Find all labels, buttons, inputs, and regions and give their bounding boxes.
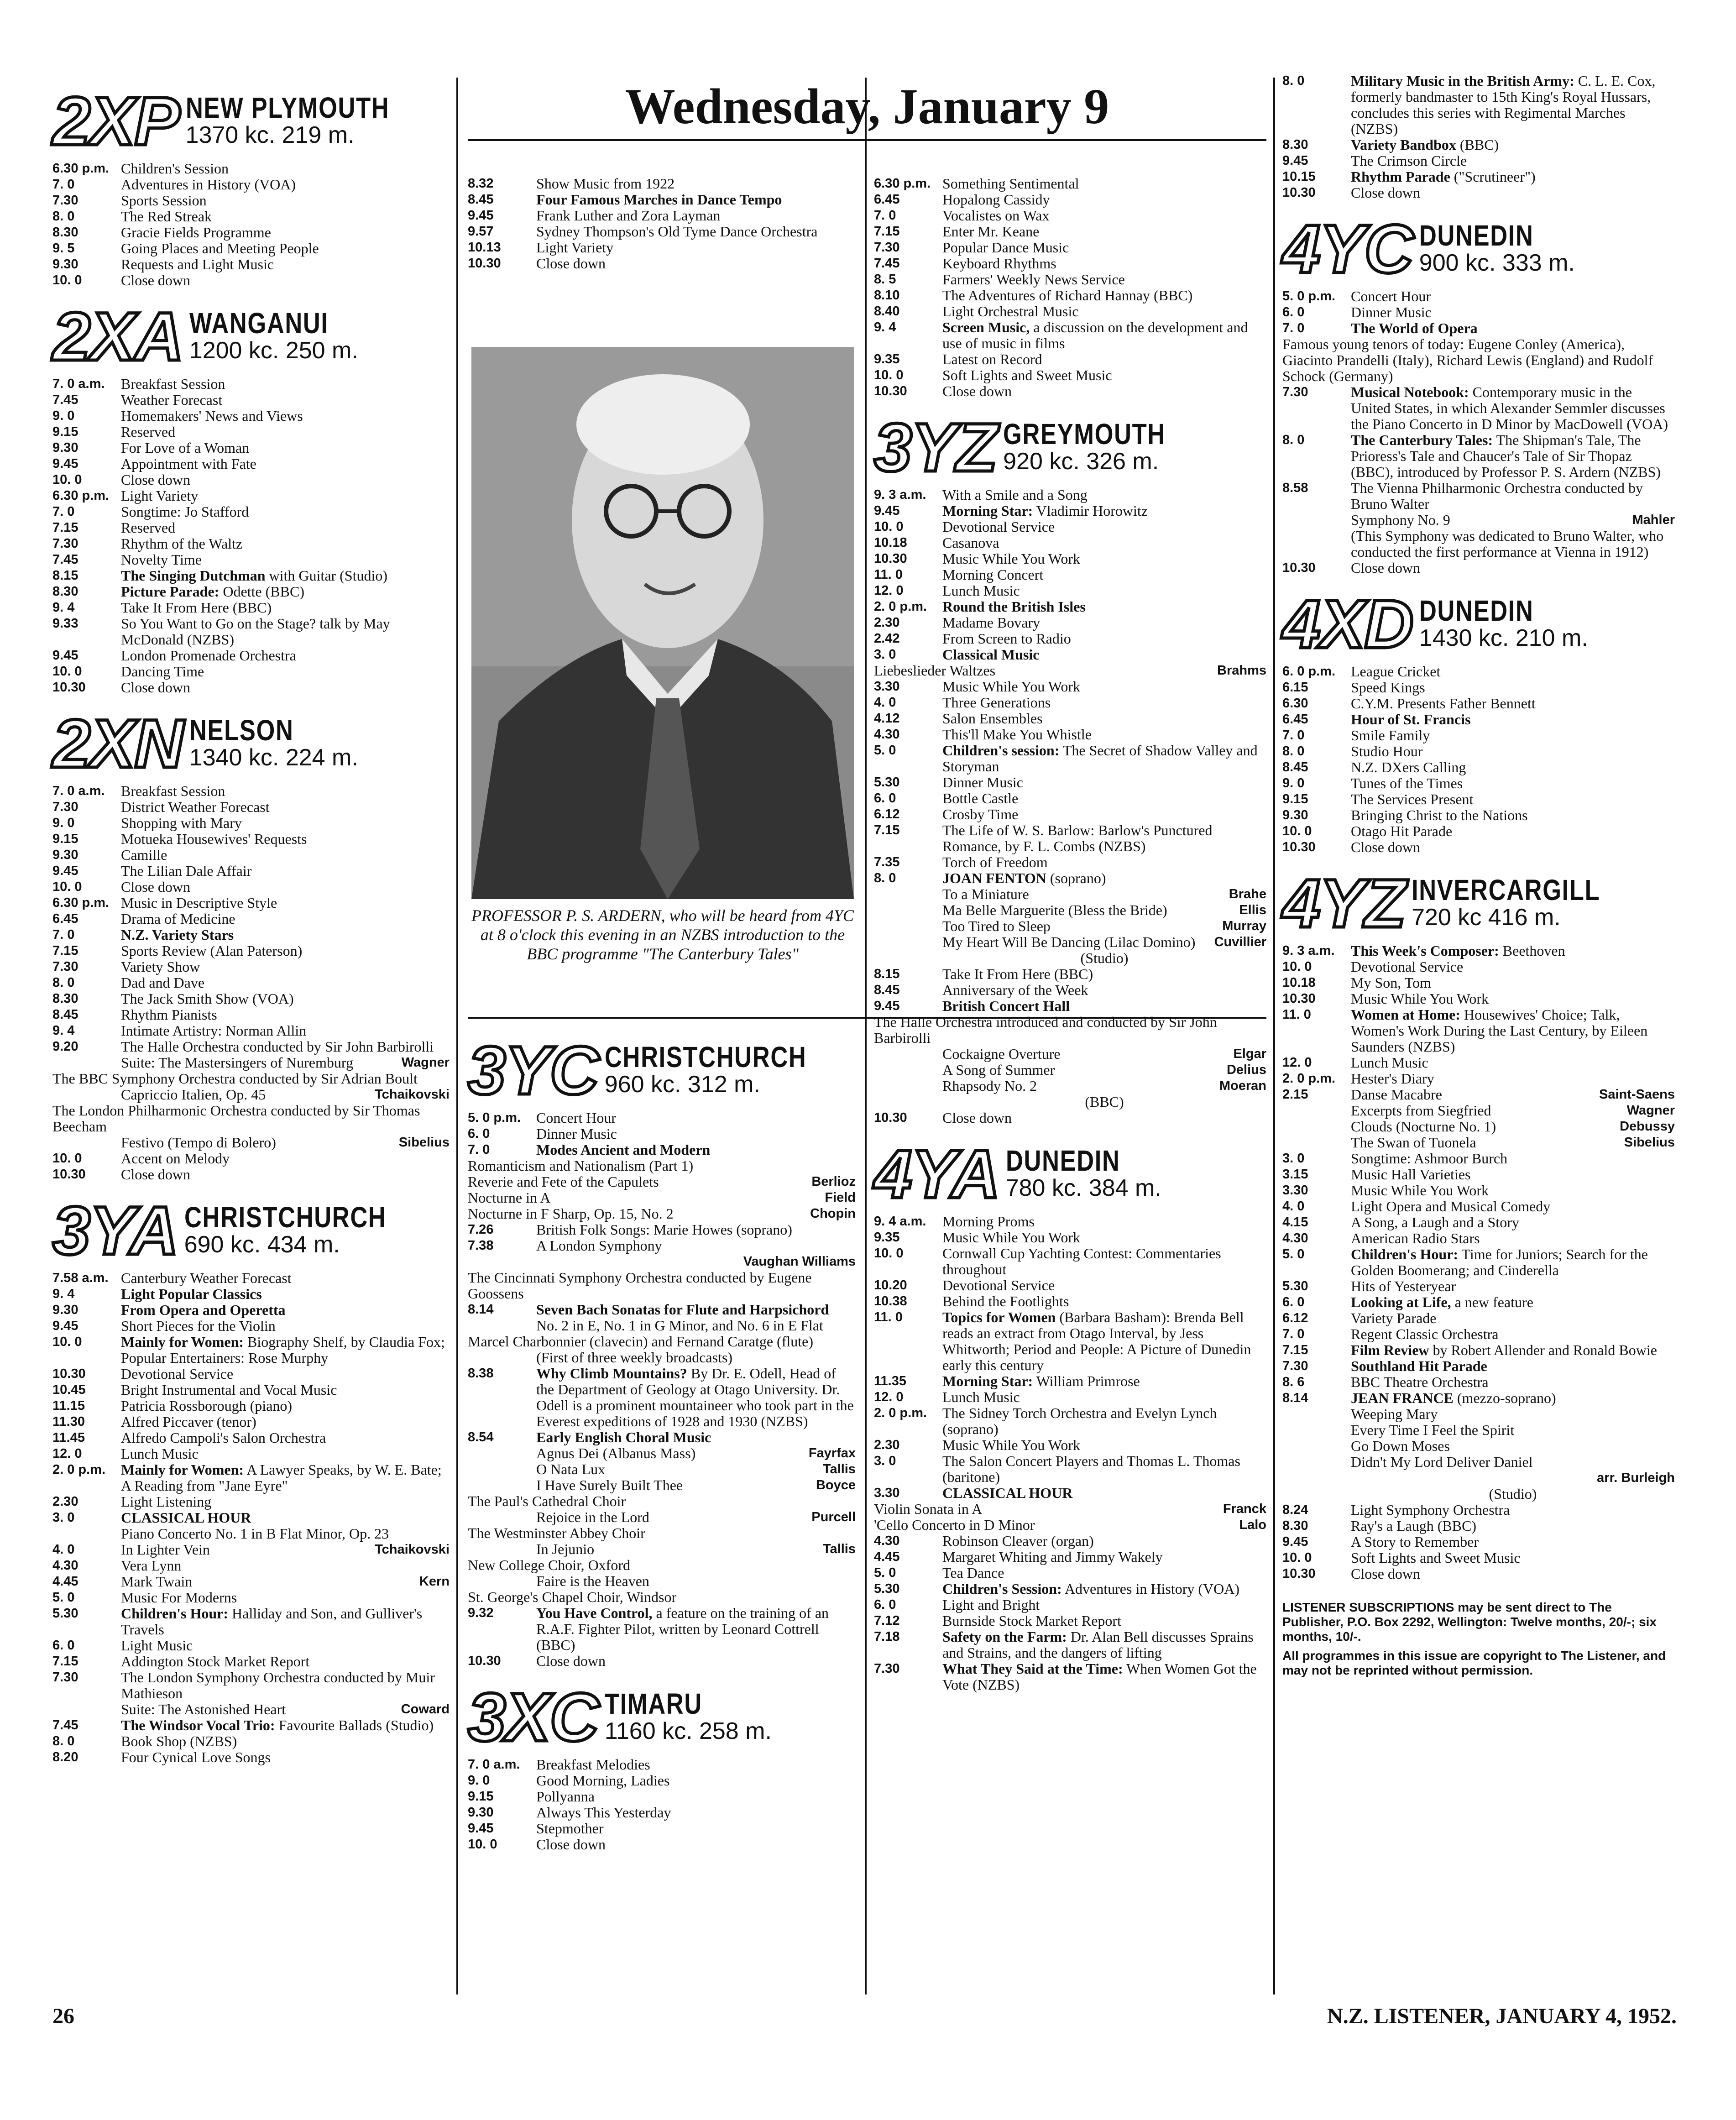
- call-sign: 4YC: [1282, 210, 1413, 287]
- program-list-2xp: 6.30 p.m. Children's Session 7. 0 Adventures in History (VOA) 7.30 Sports Session 8. 0 The Red Streak 8.30 Gracie Fields Programme 9. 5 Going Places and Meeting People 9.30 Requests and Light Music 10. 0 Close down: [52, 160, 319, 288]
- station-header-3xc: [468, 1679, 856, 1755]
- city: CHRISTCHURCH: [184, 1201, 387, 1234]
- frequency: 900 kc. 333 m.: [1419, 250, 1575, 276]
- notice-subscriptions: LISTENER SUBSCRIPTIONS may be sent direct to The Publisher, P.O. Box 2292, Wellington: Twelve months, 20/-; six months, 10/-.: [1282, 1600, 1657, 1644]
- station-header-3yz: [874, 409, 1266, 486]
- program-list-3yz: 9. 3 a.m. With a Smile and a Song 9.45 Morning Star: Vladimir Horowitz 10. 0 Devotional Service 10.18 Casanova 10.30 Music While You Work 11. 0 Morning Concert 12. 0 Lunch Music 2. 0 p.m. Round the British Isles 2.30 Madame Bovary 2.42 From Screen to Radio 3. 0 Classical Music Liebeslieder Waltzes Brahms 3.30 Music While You Work 4. 0 Three Generations 4.12 Salon Ensembles 4.30 This'll Make You Whistle 5. 0 Children's session: The Secret of Shadow Valley and Storyman 5.30 Dinner Music 6. 0 Bottle Castle 6.12 Crosby Time 7.15 The Life of W. S. Barlow: Barlow's Punctured Romance, by F. L. Combs (NZBS) 7.35 Torch of Freedom 8. 0 JOAN FENTON (soprano) To a Miniature Brahe Ma Belle Marguerite (Bless the Bride) Ellis Too Tired to Sleep Murray My Heart Will Be Dancing (Lilac Domino) Cuvillier (Studio) 8.15 Take It From Here (BBC) 8.45 Anniversary of the Week 9.45 British Concert Hall The Halle Orchestra introduced and conducted by Sir John Barbirolli Cockaigne Overture Elgar A Song of Summer Delius Rhapsody No. 2 Moeran (BBC) 10.30 Close down: [874, 487, 1266, 1126]
- station-header-3yc: [468, 1032, 856, 1109]
- program-list-4yc: 5. 0 p.m. Concert Hour 6. 0 Dinner Music 7. 0 The World of Opera Famous young tenors of today: Eugene Conley (America), Giacinto Prandelli (Italy), Richard Lewis (England) and Rudolf Schock (Germany) 7.30 Musical Notebook: Contemporary music in the United States, in which Alexander Semmler discusses the Piano Concerto in D Minor by MacDowell (VOA) 8. 0 The Canterbury Tales: The Shipman's Tale, The Prioress's Tale and Chaucer's Tale of Sir Thopaz (BBC), introduced by Professor P. S. Ardern (NZBS) 8.58 The Vienna Philharmonic Orchestra conducted by Bruno Walter Symphony No. 9 Mahler (This Symphony was dedicated to Bruno Walter, who conducted the first performance at Vienna in 1912) 10.30 Close down: [1282, 288, 1675, 576]
- program-list-continued: 8.32 Show Music from 1922 8.45 Four Famous Marches in Dance Tempo 9.45 Frank Luther and Zora Layman 9.57 Sydney Thompson's Old Tyme Dance Orchestra 10.13 Light Variety 10.30 Close down: [468, 175, 818, 272]
- frequency: 1200 kc. 250 m.: [189, 337, 358, 364]
- city: NEW PLYMOUTH: [185, 91, 389, 124]
- column-3: [874, 176, 1266, 1693]
- program-list-continued: 8. 0 Military Music in the British Army: C. L. E. Cox, formerly bandmaster to 15th King's Royal Hussars, concludes this series with Regimental Marches (NZBS) 8.30 Variety Bandbox (BBC) 9.45 The Crimson Circle 10.15 Rhythm Parade ("Scrutineer") 10.30 Close down: [1282, 73, 1656, 201]
- program-list-4xd: 6. 0 p.m. League Cricket 6.15 Speed Kings 6.30 C.Y.M. Presents Father Bennett 6.45 Hour of St. Francis 7. 0 Smile Family 8. 0 Studio Hour 8.45 N.Z. DXers Calling 9. 0 Tunes of the Times 9.15 The Services Present 9.30 Bringing Christ to the Nations 10. 0 Otago Hit Parade 10.30 Close down: [1282, 663, 1536, 855]
- program-list-continued: 6.30 p.m. Something Sentimental 6.45 Hopalong Cassidy 7. 0 Vocalistes on Wax 7.15 Enter Mr. Keane 7.30 Popular Dance Music 7.45 Keyboard Rhythms 8. 5 Farmers' Weekly News Service 8.10 The Adventures of Richard Hannay (BBC) 8.40 Light Orchestral Music 9. 4 Screen Music, a discussion on the development and use of music in films 9.35 Latest on Record 10. 0 Soft Lights and Sweet Music 10.30 Close down: [874, 175, 1248, 399]
- frequency: 920 kc. 326 m.: [1003, 448, 1159, 475]
- column-2: [468, 176, 856, 272]
- city: DUNEDIN: [1419, 594, 1534, 627]
- column-4: [1282, 73, 1675, 1678]
- frequency: 1160 kc. 258 m.: [604, 1718, 772, 1744]
- call-sign: 4XD: [1282, 586, 1413, 662]
- call-sign: 3YA: [52, 1192, 178, 1269]
- call-sign: 4YA: [874, 1136, 999, 1212]
- call-sign: 4YZ: [1282, 865, 1406, 942]
- column-2-lower: [468, 1022, 856, 1853]
- station-header-4yz: [1282, 865, 1675, 942]
- program-list-3yc: 5. 0 p.m. Concert Hour 6. 0 Dinner Music 7. 0 Modes Ancient and Modern Romanticism and Nationalism (Part 1) Reverie and Fete of the Capulets Berlioz Nocturne in A Field Nocturne in F Sharp, Op. 15, No. 2 Chopin 7.26 British Folk Songs: Marie Howes (soprano) 7.38 A London Symphony Vaughan Williams The Cincinnati Symphony Orchestra conducted by Eugene Goossens 8.14 Seven Bach Sonatas for Flute and Harpsichord No. 2 in E, No. 1 in G Minor, and No. 6 in E Flat Marcel Charbonnier (clavecin) and Fernand Caratge (flute) (First of three weekly broadcasts) 8.38 Why Climb Mountains? By Dr. E. Odell, Head of the Department of Geology at Otago University. Dr. Odell is a prominent mountaineer who took part in the Everest expeditions of 1928 and 1930 (NZBS) 8.54 Early English Choral Music Agnus Dei (Albanus Mass) Fayrfax O Nata Lux Tallis I Have Surely Built Thee Boyce The Paul's Cathedral Choir Rejoice in the Lord Purcell The Westminster Abbey Choir In Jejunio Tallis New College Choir, Oxford Faire is the Heaven St. George's Chapel Choir, Windsor 9.32 You Have Control, a feature on the training of an R.A.F. Fighter Pilot, written by Leonard Cottrell (BBC) 10.30 Close down: [468, 1110, 856, 1669]
- city: INVERCARGILL: [1412, 874, 1600, 906]
- frequency: 960 kc. 312 m.: [604, 1071, 760, 1098]
- frequency: 720 kc 416 m.: [1412, 904, 1561, 931]
- station-header-4yc: [1282, 210, 1675, 287]
- program-list-2xn: 7. 0 a.m. Breakfast Session 7.30 District Weather Forecast 9. 0 Shopping with Mary 9.15 Motueka Housewives' Requests 9.30 Camille 9.45 The Lilian Dale Affair 10. 0 Close down 6.30 p.m. Music in Descriptive Style 6.45 Drama of Medicine 7. 0 N.Z. Variety Stars 7.15 Sports Review (Alan Paterson) 7.30 Variety Show 8. 0 Dad and Dave 8.30 The Jack Smith Show (VOA) 8.45 Rhythm Pianists 9. 4 Intimate Artistry: Norman Allin 9.20 The Halle Orchestra conducted by Sir John Barbirolli Suite: The Mastersingers of Nuremburg Wagner The BBC Symphony Orchestra conducted by Sir Adrian Boult Capriccio Italien, Op. 45 Tchaikovski The London Philharmonic Orchestra conducted by Sir Thomas Beecham Festivo (Tempo di Bolero) Sibelius 10. 0 Accent on Melody 10.30 Close down: [52, 783, 450, 1183]
- program-list-3ya: 7.58 a.m. Canterbury Weather Forecast 9. 4 Light Popular Classics 9.30 From Opera and Operetta 9.45 Short Pieces for the Violin 10. 0 Mainly for Women: Biography Shelf, by Claudia Fox; Popular Entertainers: Rose Murphy 10.30 Devotional Service 10.45 Bright Instrumental and Vocal Music 11.15 Patricia Rossborough (piano) 11.30 Alfred Piccaver (tenor) 11.45 Alfredo Campoli's Salon Orchestra 12. 0 Lunch Music 2. 0 p.m. Mainly for Women: A Lawyer Speaks, by W. E. Bate; A Reading from "Jane Eyre" 2.30 Light Listening 3. 0 CLASSICAL HOUR Piano Concerto No. 1 in B Flat Minor, Op. 23 Tchaikovski 4. 0 In Lighter Vein 4.30 Vera Lynn 4.45 Mark Twain Kern 5. 0 Music For Moderns 5.30 Children's Hour: Halliday and Son, and Gulliver's Travels 6. 0 Light Music 7.15 Addington Stock Market Report 7.30 The London Symphony Orchestra conducted by Muir Mathieson Suite: The Astonished Heart Coward 7.45 The Windsor Vocal Trio: Favourite Ballads (Studio) 8. 0 Book Shop (NZBS) 8.20 Four Cynical Love Songs: [52, 1270, 450, 1765]
- city: TIMARU: [604, 1687, 702, 1720]
- station-header-2xp: [52, 83, 450, 159]
- date-heading: Wednesday, January 9: [625, 79, 1109, 134]
- city: CHRISTCHURCH: [604, 1041, 807, 1073]
- frequency: 1430 kc. 210 m.: [1419, 625, 1588, 651]
- program-list-2xa: 7. 0 a.m. Breakfast Session 7.45 Weather Forecast 9. 0 Homemakers' News and Views 9.15 Reserved 9.30 For Love of a Woman 9.45 Appointment with Fate 10. 0 Close down 6.30 p.m. Light Variety 7. 0 Songtime: Jo Stafford 7.15 Reserved 7.30 Rhythm of the Waltz 7.45 Novelty Time 8.15 The Singing Dutchman with Guitar (Studio) 8.30 Picture Parade: Odette (BBC) 9. 4 Take It From Here (BBC) 9.33 So You Want to Go on the Stage? talk by May McDonald (NZBS) 9.45 London Promenade Orchestra 10. 0 Dancing Time 10.30 Close down: [52, 376, 390, 696]
- station-header-3ya: [52, 1192, 450, 1269]
- station-header-4ya: [874, 1136, 1266, 1212]
- subscription-notice: [1282, 1600, 1675, 1678]
- city: DUNEDIN: [1005, 1144, 1120, 1177]
- call-sign: 3YZ: [874, 409, 997, 486]
- portrait-photo: [471, 347, 854, 899]
- page-number: 26: [52, 2004, 74, 2028]
- photo-caption: PROFESSOR P. S. ARDERN, who will be heard from 4YC at 8 o'clock this evening in an NZBS introduction to the BBC programme "The Canterbury Tales": [471, 906, 854, 963]
- city: GREYMOUTH: [1003, 418, 1166, 450]
- column-1: [52, 73, 450, 1765]
- city: DUNEDIN: [1419, 219, 1534, 252]
- frequency: 690 kc. 434 m.: [184, 1231, 340, 1258]
- call-sign: 2XN: [52, 705, 183, 782]
- station-header-2xn: [52, 705, 450, 782]
- program-list-4yz: 9. 3 a.m. This Week's Composer: Beethoven 10. 0 Devotional Service 10.18 My Son, Tom 10.30 Music While You Work 11. 0 Women at Home: Housewives' Choice; Talk, Women's Work During the Last Century, by Eileen Saunders (NZBS) 12. 0 Lunch Music 2. 0 p.m. Hester's Diary 2.15 Danse Macabre Saint-Saens Excerpts from Siegfried Wagner Clouds (Nocturne No. 1) Debussy The Swan of Tuonela Sibelius 3. 0 Songtime: Ashmoor Burch 3.15 Music Hall Varieties 3.30 Music While You Work 4. 0 Light Opera and Musical Comedy 4.15 A Song, a Laugh and a Story 4.30 American Radio Stars 5. 0 Children's Hour: Time for Juniors; Search for the Golden Boomerang; and Cinderella 5.30 Hits of Yesteryear 6. 0 Looking at Life, a new feature 6.12 Variety Parade 7. 0 Regent Classic Orchestra 7.15 Film Review by Robert Allender and Ronald Bowie 7.30 Southland Hit Parade 8. 6 BBC Theatre Orchestra 8.14 JEAN FRANCE (mezzo-soprano) Weeping Mary Every Time I Feel the Spirit Go Down Moses Didn't My Lord Deliver Daniel arr. Burleigh (Studio) 8.24 Light Symphony Orchestra 8.30 Ray's a Laugh (BBC) 9.45 A Story to Remember 10. 0 Soft Lights and Sweet Music 10.30 Close down: [1282, 942, 1675, 1582]
- publication-footer: N.Z. LISTENER, JANUARY 4, 1952.: [1327, 2004, 1677, 2028]
- frequency: 1340 kc. 224 m.: [189, 744, 358, 771]
- call-sign: 3YC: [468, 1032, 598, 1109]
- program-list-3xc: 7. 0 a.m. Breakfast Melodies 9. 0 Good Morning, Ladies 9.15 Pollyanna 9.30 Always This Yesterday 9.45 Stepmother 10. 0 Close down: [468, 1756, 671, 1853]
- program-list-4ya: 9. 4 a.m. Morning Proms 9.35 Music While You Work 10. 0 Cornwall Cup Yachting Contest: Commentaries throughout 10.20 Devotional Service 10.38 Behind the Footlights 11. 0 Topics for Women (Barbara Basham): Brenda Bell reads an extract from Otago Interval, by Jess Whitworth; Period and People: A Picture of Dunedin early this century 11.35 Morning Star: William Primrose 12. 0 Lunch Music 2. 0 p.m. The Sidney Torch Orchestra and Evelyn Lynch (soprano) 2.30 Music While You Work 3. 0 The Salon Concert Players and Thomas L. Thomas (baritone) 3.30 CLASSICAL HOUR Violin Sonata in A Franck 'Cello Concerto in D Minor Lalo 4.30 Robinson Cleaver (organ) 4.45 Margaret Whiting and Jimmy Wakely 5. 0 Tea Dance 5.30 Children's Session: Adventures in History (VOA) 6. 0 Light and Bright 7.12 Burnside Stock Market Report 7.18 Safety on the Farm: Dr. Alan Bell discusses Sprains and Strains, and the dangers of lifting 7.30 What They Said at the Time: When Women Got the Vote (NZBS): [874, 1213, 1266, 1693]
- station-header-2xa: [52, 298, 450, 375]
- call-sign: 2XA: [52, 298, 183, 375]
- city: WANGANUI: [189, 307, 329, 340]
- notice-copyright: All programmes in this issue are copyright to The Listener, and may not be reprinted without permission.: [1282, 1649, 1666, 1677]
- frequency: 1370 kc. 219 m.: [185, 122, 355, 148]
- city: NELSON: [189, 714, 294, 747]
- call-sign: 2XP: [52, 83, 179, 159]
- call-sign: 3XC: [468, 1679, 598, 1755]
- frequency: 780 kc. 384 m.: [1005, 1175, 1161, 1201]
- station-header-4xd: [1282, 586, 1675, 662]
